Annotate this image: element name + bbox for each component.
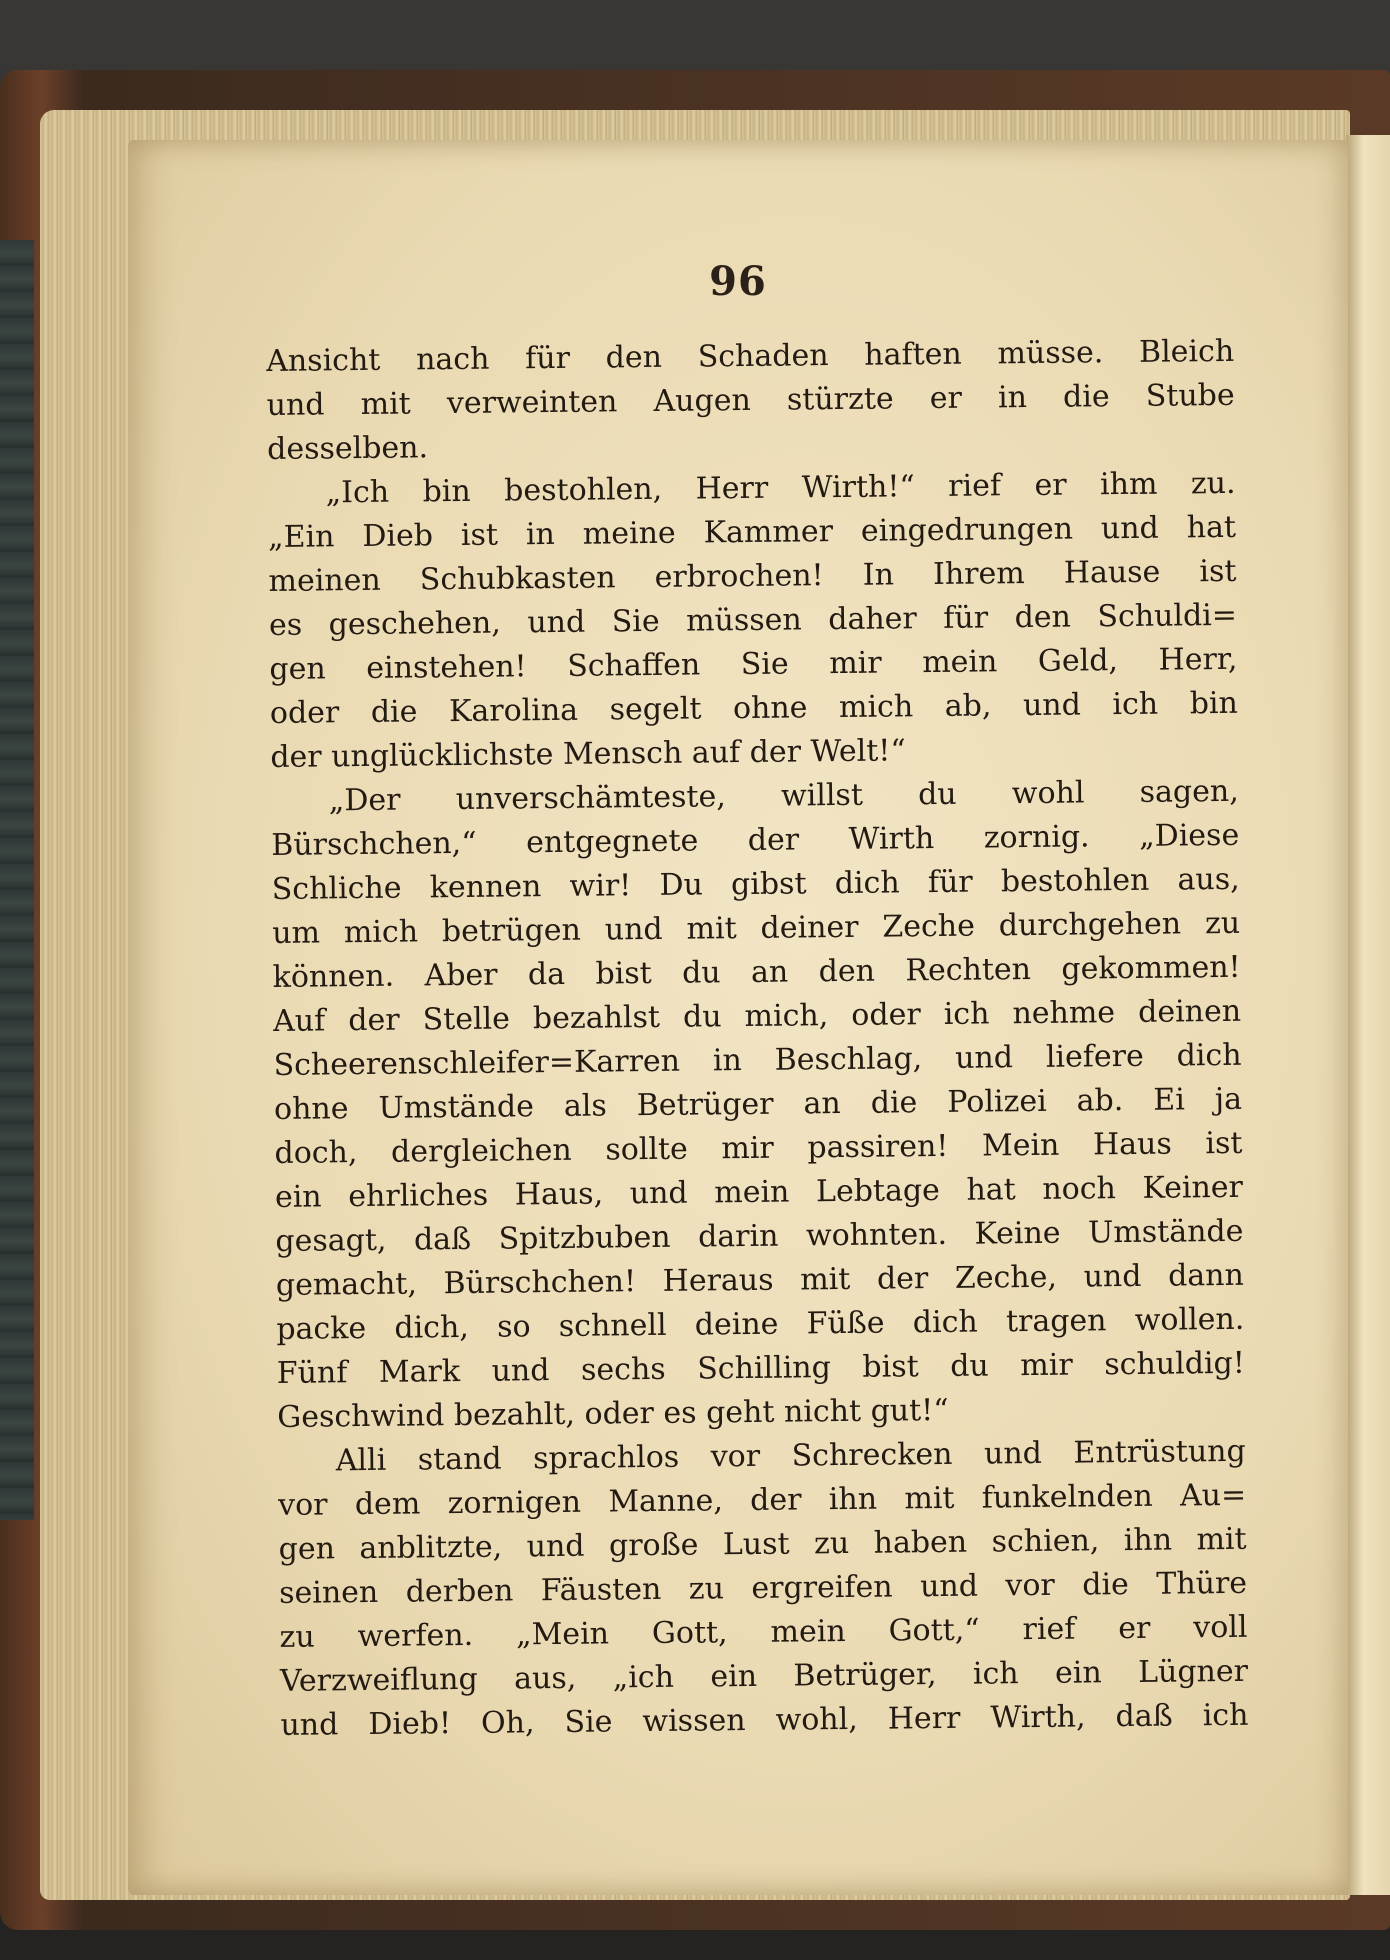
text-line: zu werfen. „Mein Gott, mein Gott,“ rief er voll: [279, 1609, 1248, 1655]
text-line: Alli stand sprachlos vor Schrecken und Entrüstung: [335, 1433, 1246, 1479]
text-line: gen einstehen! Schaffen Sie mir mein Geld, Herr,: [269, 641, 1238, 687]
body-text: [266, 330, 1249, 1748]
text-line: meinen Schubkasten erbrochen! In Ihrem Hause ist: [268, 553, 1237, 599]
text-line: Fünf Mark und sechs Schilling bist du mir schuldig!: [276, 1345, 1245, 1391]
page-number: 96: [709, 258, 767, 305]
text-line: packe dich, so schnell deine Füße dich tragen wollen.: [276, 1301, 1245, 1347]
text-line: der unglücklichste Mensch auf der Welt!“: [270, 733, 906, 775]
text-line: ohne Umstände als Betrüger an die Polizei ab. Ei ja: [273, 1081, 1243, 1127]
text-line: Geschwind bezahlt, oder es geht nicht gut!“: [277, 1392, 949, 1435]
text-line: Scheerenschleifer=Karren in Beschlag, und liefere dich: [273, 1037, 1242, 1083]
text-line: Auf der Stelle bezahlst du mich, oder ich nehme deinen: [272, 993, 1242, 1039]
text-line: Bürschchen,“ entgegnete der Wirth zornig. „Diese: [271, 817, 1240, 863]
text-line: Schliche kennen wir! Du gibst dich für bestohlen aus,: [271, 861, 1240, 907]
text-line: vor dem zornigen Manne, der ihn mit funkelnden Au=: [278, 1477, 1247, 1523]
text-line: gen anblitzte, und große Lust zu haben schien, ihn mit: [278, 1521, 1247, 1567]
text-line: und Dieb! Oh, Sie wissen wohl, Herr Wirth, daß ich: [280, 1697, 1249, 1743]
text-line: „Ein Dieb ist in meine Kammer eingedrungen und hat: [267, 509, 1237, 555]
text-line: „Der unverschämteste, willst du wohl sagen,: [328, 773, 1239, 819]
text-line: oder die Karolina segelt ohne mich ab, und ich bin: [269, 685, 1239, 731]
text-line: gesagt, daß Spitzbuben darin wohnten. Keine Umstände: [275, 1213, 1244, 1259]
book-page: [128, 140, 1348, 1895]
text-line: können. Aber da bist du an den Rechten gekommen!: [272, 949, 1241, 995]
text-line: es geschehen, und Sie müssen daher für den Schuldi=: [268, 597, 1238, 643]
text-line: ein ehrliches Haus, und mein Lebtage hat noch Keiner: [274, 1169, 1244, 1215]
text-line: um mich betrügen und mit deiner Zeche durchgehen zu: [272, 905, 1241, 951]
book-spine: [0, 240, 34, 1520]
facing-page-edge: [1346, 135, 1390, 1895]
text-line: doch, dergleichen sollte mir passiren! Mein Haus ist: [274, 1125, 1243, 1171]
text-line: „Ich bin bestohlen, Herr Wirth!“ rief er ihm zu.: [325, 465, 1236, 511]
text-line: seinen derben Fäusten zu ergreifen und vor die Thüre: [278, 1565, 1248, 1611]
text-line: Verzweiflung aus, „ich ein Betrüger, ich ein Lügner: [279, 1653, 1249, 1699]
text-line: desselben.: [266, 430, 429, 467]
text-line: gemacht, Bürschchen! Heraus mit der Zeche, und dann: [275, 1257, 1245, 1303]
text-line: und mit verweinten Augen stürzte er in die Stube: [266, 377, 1235, 423]
text-line: Ansicht nach für den Schaden haften müsse. Bleich: [266, 333, 1235, 379]
